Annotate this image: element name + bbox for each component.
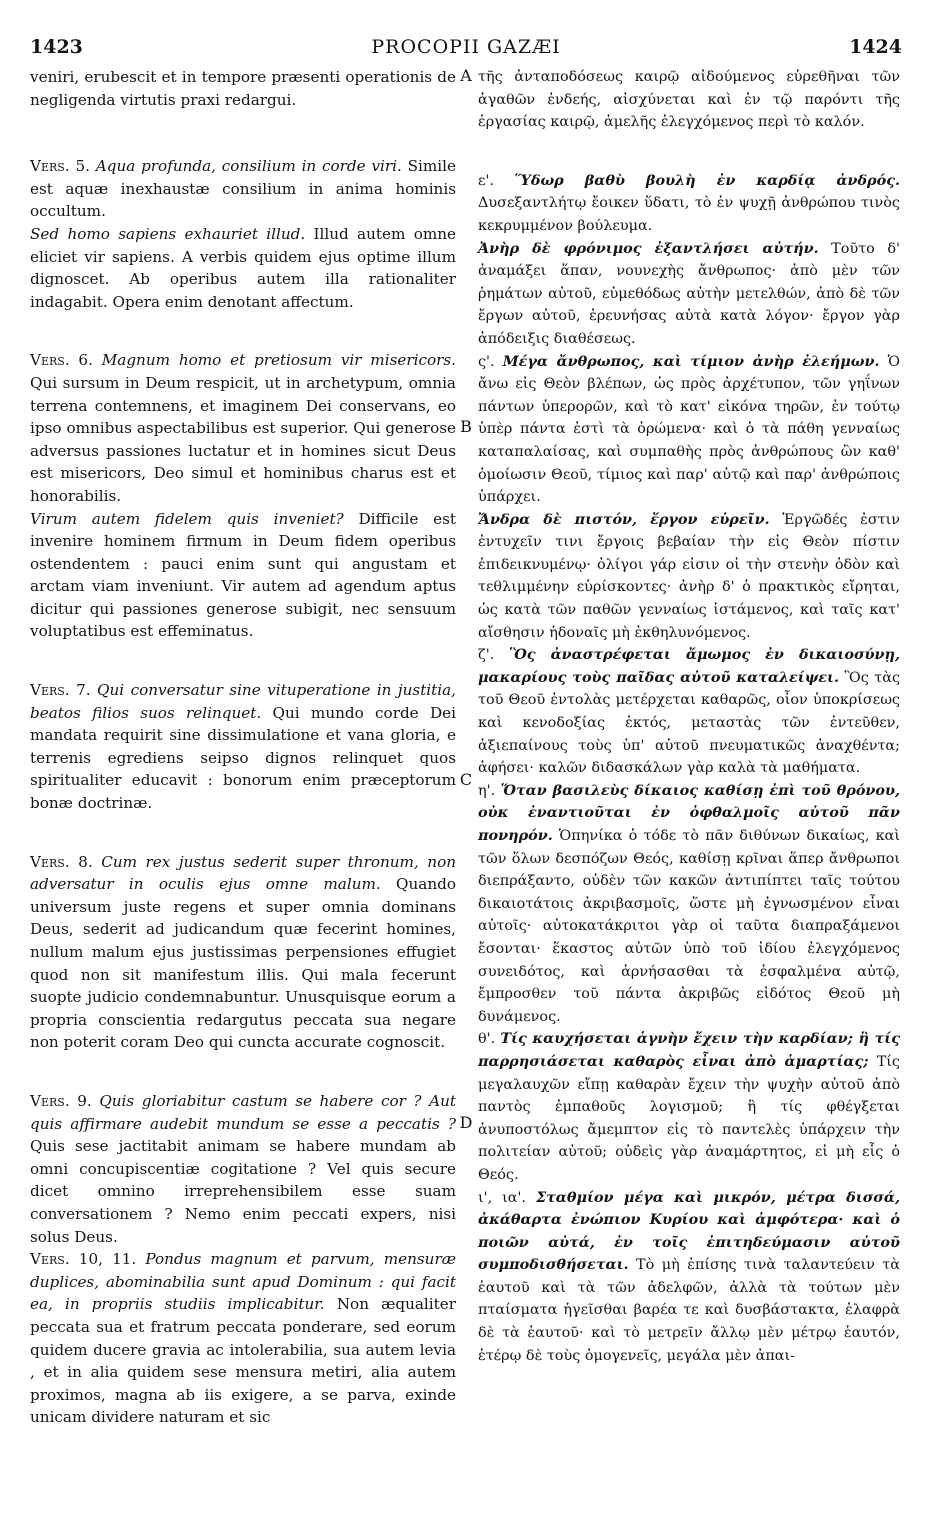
- verse-number: ζ'.: [478, 647, 509, 664]
- verse-lemma: Ἀνὴρ δὲ φρόνιμος ἐξαντλήσει αὐτήν.: [478, 239, 819, 257]
- column-marker-d: D: [459, 1113, 473, 1132]
- latin-paragraph: Vers. 8. Cum rex justus sederit super thronum, non adversatur in oculis ejus omne malum. Quando universum juste regens et super omnia dominans Deus, sederit ad judicandum quæ fecerint homines, nullum malum ejus justissimas perpensiones effugiet quod non sit manifestum illis. Qui mala fecerunt suopte judicio condemnabuntur. Unusquisque eorum a propria conscientia redargutus peccata sua negare non poterit coram Deo qui cuncta accurate cognoscit.: [30, 852, 457, 1052]
- verse-lemma: Aqua profunda, consilium in corde viri.: [95, 157, 402, 176]
- running-header: [30, 36, 902, 60]
- verse-lemma: Ἄνδρα δὲ πιστόν, ἔργον εὑρεῖν.: [478, 510, 770, 528]
- greek-paragraph: ε'. Ὕδωρ βαθὺ βουλὴ ἐν καρδίᾳ ἀνδρός. Δυσεξαντλήτῳ ἔοικεν ὕδατι, τὸ ἐν ψυχῇ ἀνθρώπου τινὸς κεκρυμμένον βούλευμα.: [478, 171, 900, 234]
- verse-number: Vers. 6.: [30, 351, 93, 370]
- verse-lemma: Τίς καυχήσεται ἁγνὴν ἔχειν τὴν καρδίαν; ἢ τίς παρρησιάσεται καθαρὸς εἶναι ἀπὸ ἁμαρτίας;: [478, 1030, 900, 1070]
- verse-lemma: Qui conversatur sine vituperatione in justitia, beatos filios suos relinquet.: [30, 681, 456, 722]
- page-number-right: 1424: [849, 36, 902, 58]
- column-marker-a: A: [460, 66, 472, 85]
- greek-paragraph: η'. Ὅταν βασιλεὺς δίκαιος καθίσῃ ἐπὶ τοῦ θρόνου, οὐκ ἐναντιοῦται ἐν ὀφθαλμοῖς αὐτοῦ πᾶν πονηρόν. Ὁπηνίκα ὁ τόδε τὸ πᾶν διθύνων δικαίως, καὶ τῶν ὅλων δεσπόζων Θεός, καθίσῃ κρῖναι ἅπερ ἄνθρωποι διεπράξαντο, οὐδὲν τῶν κακῶν ἀντιπίπτει ταῖς τούτου δικαιοτάτοις ἀκριβασμοῖς, ὥστε μὴ ἐγνωσμένον εἶναι αὐτοῖς· αὐτοκατάκριτοι γὰρ οἱ ταῦτα διαπραξάμενοι ἔσονται· ἕκαστος αὐτῶν ὑπὸ τοῦ ἰδίου ἐλεγχόμενος συνειδότος, καὶ ἀρνήσασθαι τὰ ἐσφαλμένα αὐτῷ, ἔμπροσθεν τοῦ πάντα ἀκριβῶς εἰδότος Θεοῦ μὴ δυνάμενος.: [478, 781, 900, 1025]
- verse-lemma: Virum autem fidelem quis inveniet?: [30, 509, 344, 528]
- verse-lemma: Ὃς ἀναστρέφεται ἄμωμος ἐν δικαιοσύνῃ, μακαρίους τοὺς παῖδας αὐτοῦ καταλείψει.: [478, 646, 900, 686]
- column-marker-c: C: [459, 770, 473, 789]
- verse-number: Vers. 8.: [30, 852, 93, 871]
- latin-paragraph: Virum autem fidelem quis inveniet? Difficile est invenire hominem firmum in Deum fidem operibus ostendentem : pauci enim sunt qui angustam et arctam viam inveniunt. Vir autem ad agendum aptus dicitur qui passiones generose subigit, nec sensuum voluptatibus est effeminatus.: [30, 509, 456, 641]
- verse-lemma: Cum rex justus sederit super thronum, non adversatur in oculis ejus omne malum.: [30, 852, 457, 894]
- greek-paragraph: θ'. Τίς καυχήσεται ἁγνὴν ἔχειν τὴν καρδίαν; ἢ τίς παρρησιάσεται καθαρὸς εἶναι ἀπὸ ἁμαρτίας; Τίς μεγαλαυχῶν εἴπῃ καθαρὰν ἔχειν τὴν ψυχὴν αὐτοῦ ἀπὸ παντὸς ἐμπαθοῦς λογισμοῦ; ἢ τίς φθέγξεται ἀνυποστόλως ἄμεμπτον εἰς τὸ παντελὲς ὑπάρχειν τὴν πολιτείαν αὐτοῦ; οὐδεὶς γὰρ ἀναμάρτητος, εἰ μὴ εἷς ὁ Θεός.: [478, 1030, 900, 1183]
- verse-number: Vers. 7.: [30, 681, 91, 700]
- greek-paragraph: ς'. Μέγα ἄνθρωπος, καὶ τίμιον ἀνὴρ ἐλεήμων. Ὁ ἄνω εἰς Θεὸν βλέπων, ὡς πρὸς ἀρχέτυπον, τῶν γηΐνων πάντων ὑπερορῶν, καὶ τὸ κατ' εἰκόνα τηρῶν, ἐν τούτῳ ὑπὲρ πάντα ἐστὶ τὰ ὁρώμενα· καὶ ὁ τὰ πάθη γενναίως καταπαλαίσας, καὶ συμπαθὴς πρὸς ἀνθρώπους ὢν καθ' ὁμοίωσιν Θεοῦ, τίμιος καὶ παρ' αὐτῷ καὶ παρ' ἀνθρώποις ὑπάρχει.: [478, 352, 900, 506]
- latin-paragraph: veniri, erubescit et in tempore præsenti operationis de negligenda virtutis praxi redargui.: [30, 68, 456, 109]
- latin-paragraph: Sed homo sapiens exhauriet illud. Illud autem omne eliciet vir sapiens. A verbis quidem ejus optime illum dignoscet. Ab operibus autem illa rationaliter indagabit. Opera enim denotant affectum.: [30, 224, 457, 311]
- verse-number: Vers. 10, 11.: [30, 1250, 137, 1269]
- verse-lemma: Quis gloriabitur castum se habere cor ? Aut quis affirmare audebit mundum se esse a peccatis ?: [30, 1091, 457, 1133]
- latin-paragraph: Vers. 7. Qui conversatur sine vituperatione in justitia, beatos filios suos relinquet. Qui mundo corde Dei mandata requirit sine dissimulatione et vana gloria, e terrenis egrediens seipso dignos relinquet quos spiritualiter educavit : bonorum enim præceptorum bonæ doctrinæ.: [30, 681, 457, 813]
- verse-number: θ'.: [478, 1031, 501, 1048]
- verse-lemma: Magnum homo et pretiosum vir misericors.: [101, 351, 456, 370]
- greek-column: [478, 66, 900, 1367]
- verse-lemma: Ὅταν βασιλεὺς δίκαιος καθίσῃ ἐπὶ τοῦ θρόνου, οὐκ ἐναντιοῦται ἐν ὀφθαλμοῖς αὐτοῦ πᾶν πονηρόν.: [478, 781, 900, 844]
- verse-number: ι', ια'.: [478, 1189, 536, 1206]
- greek-paragraph: ζ'. Ὃς ἀναστρέφεται ἄμωμος ἐν δικαιοσύνῃ, μακαρίους τοὺς παῖδας αὐτοῦ καταλείψει. Ὃς τὰς τοῦ Θεοῦ ἐντολὰς μετέρχεται καθαρῶς, οἷον ὑποκρίσεως καὶ κενοδοξίας ἐκτός, μεταστὰς τῶν ἐντεῦθεν, ἀξιεπαίνους τοὺς ὑπ' αὐτοῦ πνευματικῶς ἀναχθέντα; ἀφήσει· καλῶν διδασκάλων γὰρ καλὰ τὰ μαθήματα.: [478, 646, 900, 777]
- verse-number: ε'.: [478, 172, 515, 189]
- latin-paragraph: Vers. 9. Quis gloriabitur castum se habere cor ? Aut quis affirmare audebit mundum se esse a peccatis ? Quis sese jactitabit animam se habere mundam ab omni concupiscentiæ cogitatione ? Vel quis secure dicet omnino irreprehensibilem esse suam conversationem ? Nemo enim peccati expers, nisi solus Deus.: [30, 1091, 457, 1246]
- page-number-left: 1423: [30, 36, 83, 58]
- column-marker-b: B: [460, 417, 472, 436]
- verse-lemma: Σταθμίον μέγα καὶ μικρόν, μέτρα δισσά, ἀκάθαρτα ἐνώπιον Κυρίου καὶ ἀμφότερα· καὶ ὁ ποιῶν αὐτά, ἐν τοῖς ἐπιτηδεύμασιν αὐτοῦ συμποδισθήσεται.: [478, 1188, 900, 1274]
- verse-lemma: Μέγα ἄνθρωπος, καὶ τίμιον ἀνὴρ ἐλεήμων.: [502, 352, 880, 370]
- greek-paragraph: Ἀνὴρ δὲ φρόνιμος ἐξαντλήσει αὐτήν. Τοῦτο δ' ἀναμάξει ἅπαν, νουνεχὴς ἄνθρωπος· ἀπὸ μὲν τῶν ῥημάτων αὐτοῦ, εὐμεθόδως αὐτὴν μετελθών, ἀπὸ δὲ τῶν ἔργων αὐτοῦ, ἐρευνήσας αὐτὰ κατὰ λόγον· ἔργον γὰρ ἀπόδειξις διαθέσεως.: [478, 239, 900, 347]
- verse-lemma: Ὕδωρ βαθὺ βουλὴ ἐν καρδίᾳ ἀνδρός.: [514, 171, 900, 189]
- verse-number: Vers. 5.: [30, 157, 90, 176]
- running-title: PROCOPII GAZÆI: [371, 36, 561, 58]
- greek-paragraph: ι', ια'. Σταθμίον μέγα καὶ μικρόν, μέτρα δισσά, ἀκάθαρτα ἐνώπιον Κυρίου καὶ ἀμφότερα· καὶ ὁ ποιῶν αὐτά, ἐν τοῖς ἐπιτηδεύμασιν αὐτοῦ συμποδισθήσεται. Τὸ μὴ ἐπίσης τινὰ ταλαντεύειν τὰ ἑαυτοῦ καὶ τὰ τῶν ἀδελφῶν, ἀλλὰ τὰ τούτων μὲν πταίσματα ἡγεῖσθαι βαρέα τε καὶ δυσβάστακτα, ἐλαφρὰ δὲ τὰ ἑαυτοῦ· καὶ τὸ μετρεῖν ἄλλῳ μὲν μέτρῳ ἑαυτόν, ἑτέρῳ δὲ τοὺς ὁμογενεῖς, μεγάλα μὲν ἀπαι-: [478, 1188, 900, 1364]
- latin-paragraph: Vers. 10, 11. Pondus magnum et parvum, mensuræ duplices, abominabilia sunt apud Dominum : qui facit ea, in propriis studiis implicabitur. Non æqualiter peccata sua et fratrum peccata ponderare, sed eorum quidem ducere gravia ac intolerabilia, sua autem levia , et in alia quidem sese mensura metiri, alia autem proximos, magna ab iis exigere, a se parva, exinde unicam dividere naturam et sic: [30, 1250, 457, 1427]
- latin-column: [30, 66, 456, 1429]
- greek-paragraph: τῆς ἀνταποδόσεως καιρῷ αἰδούμενος εὑρεθῆναι τῶν ἀγαθῶν ἐνδεής, αἰσχύνεται καὶ ἐν τῷ παρόντι τῆς ἐργασίας καιρῷ, ἀμελῆς ἐλεγχόμενος περὶ τὸ καλόν.: [478, 69, 900, 131]
- verse-number: η'.: [478, 782, 501, 799]
- latin-paragraph: Vers. 5. Aqua profunda, consilium in corde viri. Simile est aquæ inexhaustæ consilium in anima hominis occultum.: [30, 157, 456, 221]
- greek-paragraph: Ἄνδρα δὲ πιστόν, ἔργον εὑρεῖν. Ἐργῶδές ἐστιν ἐντυχεῖν τινι ἔργοις βεβαίαν τὴν εἰς Θεὸν πίστιν ἐπιδεικνυμένῳ· ὀλίγοι γάρ εἰσιν οἱ τὴν στενὴν ὁδὸν καὶ τεθλιμμένην εὑρίσκοντες· ἀνὴρ δ' ὁ πρακτικὸς εἴρηται, ὡς κατὰ τῶν παθῶν γενναίως ἱστάμενος, καὶ ταῖς κατ' αἴσθησιν ἡδοναῖς μὴ ἐκθηλυνόμενος.: [478, 510, 900, 641]
- latin-paragraph: Vers. 6. Magnum homo et pretiosum vir misericors. Qui sursum in Deum respicit, ut in archetypum, omnia terrena contemnens, et imaginem Dei conservans, eo ipso omnibus aspectabilibus est superior. Qui generose adversus passiones luctatur et in homines sicut Deus est misericors, Deo simul et hominibus charus est et honorabilis.: [30, 351, 456, 505]
- verse-number: ς'.: [478, 353, 503, 370]
- verse-lemma: Pondus magnum et parvum, mensuræ duplices, abominabilia sunt apud Dominum : qui facit ea, in propriis studiis implicabitur.: [30, 1250, 457, 1314]
- verse-number: Vers. 9.: [30, 1091, 92, 1110]
- verse-lemma: Sed homo sapiens exhauriet illud.: [30, 224, 306, 243]
